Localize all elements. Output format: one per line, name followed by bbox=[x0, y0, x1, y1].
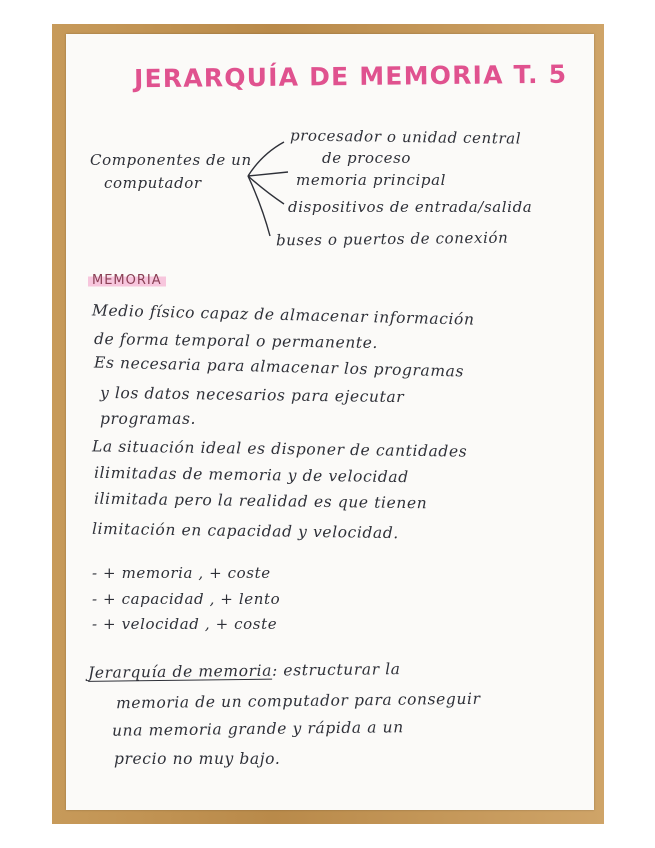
definition-line-4: y los datos necesarios para ejecutar bbox=[99, 383, 405, 407]
tradeoff-speed-cost: - + velocidad , + coste bbox=[92, 615, 278, 633]
branch-buses: buses o puertos de conexión bbox=[275, 228, 509, 250]
branch-processor-cont: de proceso bbox=[322, 149, 412, 167]
section-memoria-label: MEMORIA bbox=[88, 272, 166, 289]
tradeoff-memory-cost: - + memoria , + coste bbox=[92, 564, 271, 582]
hierarchy-definition-line-3: una memoria grande y rápida a un bbox=[111, 718, 404, 740]
definition-line-2: de forma temporal o permanente. bbox=[93, 330, 379, 352]
definition-line-5: programas. bbox=[100, 410, 197, 428]
hierarchy-definition-line-2: memoria de un computador para conseguir bbox=[115, 689, 481, 713]
hierarchy-term: Jerarquía de memoria bbox=[87, 661, 273, 682]
ideal-line-4: limitación en capacidad y velocidad. bbox=[91, 519, 400, 543]
hierarchy-definition-line-4: precio no muy bajo. bbox=[114, 750, 281, 768]
branch-io-devices: dispositivos de entrada/salida bbox=[288, 198, 533, 216]
definition-line-1: Medio físico capaz de almacenar información bbox=[91, 301, 475, 329]
definition-line-3: Es necesaria para almacenar los programas bbox=[93, 353, 465, 381]
ideal-line-3: ilimitada pero la realidad es que tienen bbox=[93, 489, 428, 513]
tradeoff-capacity-slow: - + capacidad , + lento bbox=[92, 590, 281, 608]
page-title: JERARQUÍA DE MEMORIA T. 5 bbox=[133, 59, 568, 94]
branch-main-memory: memoria principal bbox=[296, 171, 447, 189]
bracket-lines bbox=[232, 136, 292, 246]
hierarchy-definition-line-1 bbox=[88, 660, 401, 682]
ideal-line-2: ilimitadas de memoria y de velocidad bbox=[93, 463, 409, 487]
branch-processor: procesador o unidad central bbox=[289, 126, 522, 148]
components-label: Componentes de un bbox=[90, 151, 252, 169]
components-label-2: computador bbox=[104, 174, 202, 192]
hierarchy-definition-start: : estructurar la bbox=[271, 660, 401, 680]
ideal-line-1: La situación ideal es disponer de cantidades bbox=[91, 437, 468, 461]
